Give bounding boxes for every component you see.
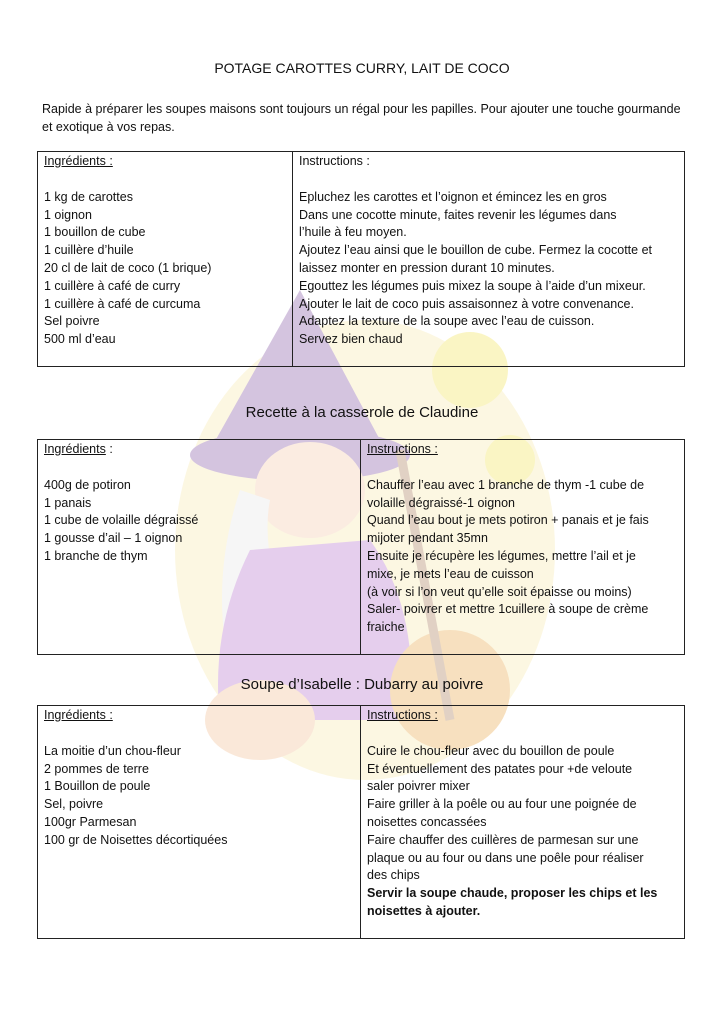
instruction-line: Et éventuellement des patates pour +de veloute <box>367 761 633 776</box>
ingredients-cell <box>38 706 361 939</box>
instruction-line: Epluchez les carottes et l’oignon et émincez les en gros <box>299 189 607 204</box>
instruction-line: (à voir si l’on veut qu’elle soit épaisse ou moins) <box>367 584 632 599</box>
instruction-line: Ajoutez l’eau ainsi que le bouillon de cube. Fermez la cocotte et <box>299 243 652 258</box>
instruction-line: Ensuite je récupère les légumes, mettre l’ail et je <box>367 548 636 563</box>
ingredient-item: 1 cube de volaille dégraissé <box>44 513 199 528</box>
instructions-cell <box>361 706 685 939</box>
recipe-table-isabelle <box>37 705 685 939</box>
ingredient-item: 1 cuillère à café de curry <box>44 278 181 293</box>
instruction-line: Quand l’eau bout je mets potiron + panais et je fais <box>367 513 649 528</box>
instruction-line: Chauffer l’eau avec 1 branche de thym -1 cube de <box>367 477 645 492</box>
recipe-table-carottes <box>37 151 685 367</box>
ingredient-item: 1 Bouillon de poule <box>44 779 151 794</box>
instruction-line: saler poivrer mixer <box>367 779 470 794</box>
instruction-line: laissez monter en pression durant 10 minutes. <box>299 260 555 275</box>
instruction-line: Dans une cocotte minute, faites revenir les légumes dans <box>299 207 617 222</box>
instructions-cell <box>361 440 685 655</box>
instruction-line: l’huile à feu moyen. <box>299 225 407 240</box>
instruction-line: mixe, je mets l’eau de cuisson <box>367 566 534 581</box>
instructions-header: Instructions : <box>299 154 370 168</box>
instruction-line-bold: noisettes à ajouter. <box>367 903 481 918</box>
instruction-line: fraiche <box>367 620 405 635</box>
ingredients-header: Ingrédients : <box>44 708 113 722</box>
ingredient-item: Sel, poivre <box>44 797 104 812</box>
ingredient-item: 1 cuillère d’huile <box>44 243 134 258</box>
instruction-line: volaille dégraissé-1 oignon <box>367 495 516 510</box>
ingredient-item: Sel poivre <box>44 314 100 329</box>
ingredient-item: 1 panais <box>44 495 92 510</box>
ingredients-cell <box>38 440 361 655</box>
instruction-line: noisettes concassées <box>367 814 487 829</box>
instructions-cell <box>293 152 685 367</box>
instruction-line-bold: Servir la soupe chaude, proposer les chips et les <box>367 886 658 901</box>
ingredient-item: 500 ml d’eau <box>44 332 116 347</box>
ingredient-item: 400g de potiron <box>44 477 131 492</box>
section-title-isabelle: Soupe d’Isabelle : Dubarry au poivre <box>240 676 484 693</box>
instruction-line: des chips <box>367 868 420 883</box>
ingredient-item: 1 bouillon de cube <box>44 225 146 240</box>
instruction-line: Ajouter le lait de coco puis assaisonnez à votre convenance. <box>299 296 634 311</box>
ingredient-item: 100 gr de Noisettes décortiquées <box>44 832 228 847</box>
instruction-line: Egouttez les légumes puis mixez la soupe à l’aide d’un mixeur. <box>299 278 646 293</box>
recipe-table-claudine <box>37 439 685 655</box>
ingredient-item: 100gr Parmesan <box>44 814 137 829</box>
instruction-line: plaque ou au four ou dans une poêle pour réaliser <box>367 850 644 865</box>
ingredient-item: 1 oignon <box>44 207 92 222</box>
instruction-line: Cuire le chou-fleur avec du bouillon de poule <box>367 743 615 758</box>
instruction-line: Adaptez la texture de la soupe avec l’eau de cuisson. <box>299 314 595 329</box>
instruction-line: Servez bien chaud <box>299 332 403 347</box>
intro-paragraph: Rapide à préparer les soupes maisons sont toujours un régal pour les papilles. Pour ajouter une touche gourmande et exotique à vos repas. <box>42 102 681 134</box>
ingredient-item: 2 pommes de terre <box>44 761 149 776</box>
ingredient-item: 20 cl de lait de coco (1 brique) <box>44 260 212 275</box>
ingredient-item: 1 kg de carottes <box>44 189 133 204</box>
instruction-line: Faire chauffer des cuillères de parmesan sur une <box>367 832 639 847</box>
instruction-line: Saler- poivrer et mettre 1cuillere à soupe de crème <box>367 602 649 617</box>
section-title-claudine: Recette à la casserole de Claudine <box>245 404 479 421</box>
document-title: POTAGE CAROTTES CURRY, LAIT DE COCO <box>214 60 510 76</box>
ingredients-cell <box>38 152 293 367</box>
instruction-line: mijoter pendant 35mn <box>367 531 488 546</box>
ingredient-item: 1 gousse d’ail – 1 oignon <box>44 531 183 546</box>
ingredient-item: 1 cuillère à café de curcuma <box>44 296 201 311</box>
instruction-line: Faire griller à la poêle ou au four une poignée de <box>367 797 637 812</box>
ingredient-item: La moitie d’un chou-fleur <box>44 743 181 758</box>
instructions-header: Instructions : <box>367 708 438 722</box>
ingredients-header: Ingrédients <box>44 442 106 456</box>
ingredients-header-colon: : <box>105 442 113 456</box>
ingredients-header: Ingrédients : <box>44 154 113 168</box>
instructions-header: Instructions : <box>367 442 438 456</box>
ingredient-item: 1 branche de thym <box>44 548 148 563</box>
